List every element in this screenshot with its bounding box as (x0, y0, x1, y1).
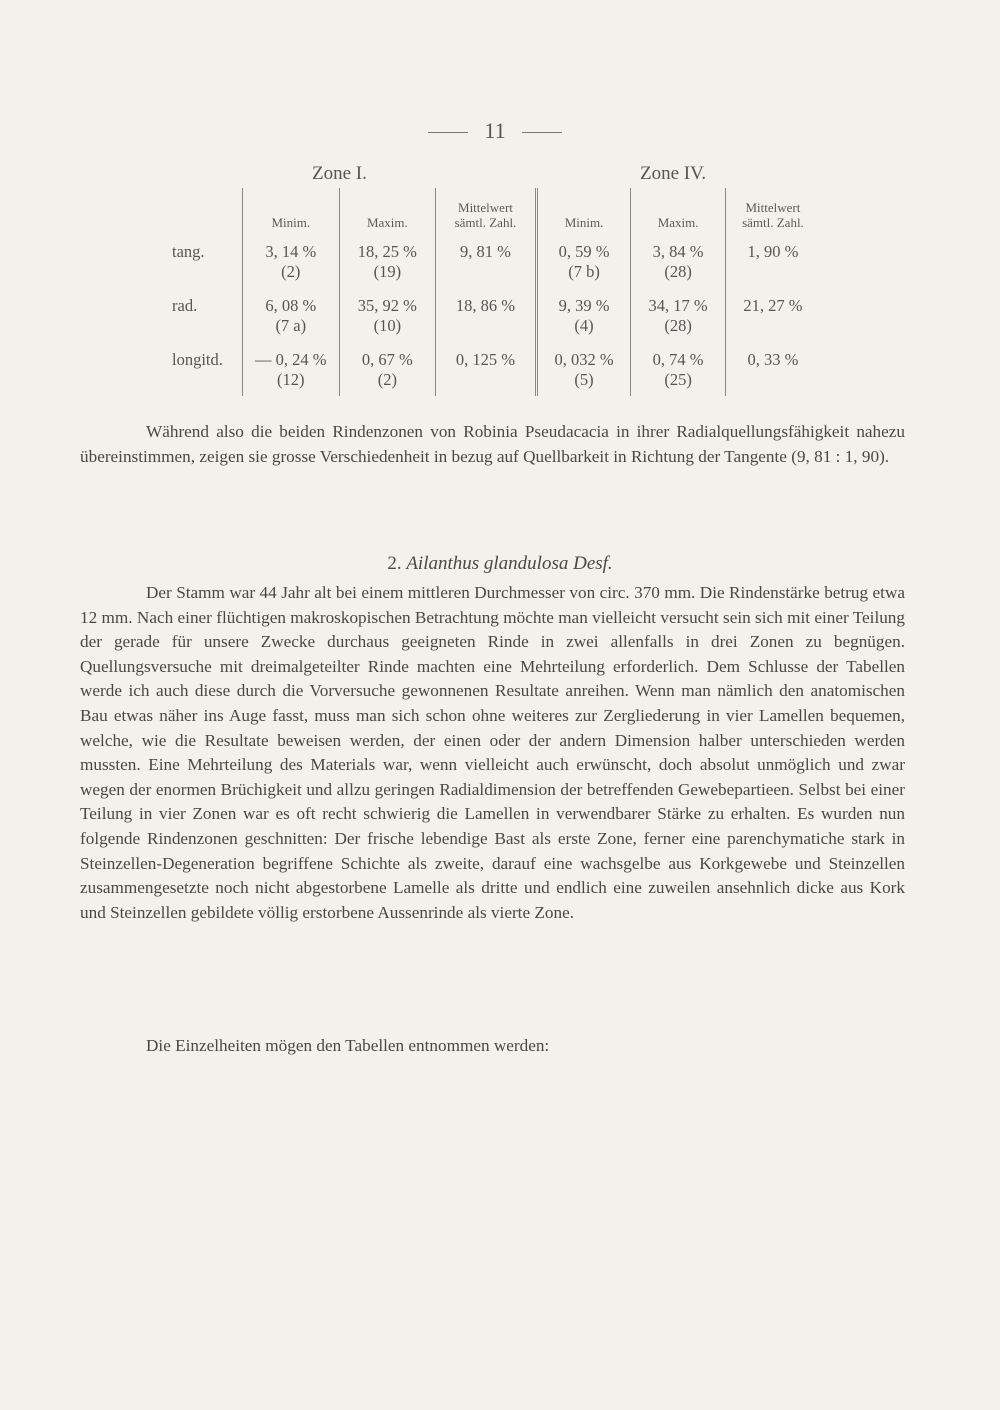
zone-1-title: Zone I. (312, 163, 367, 184)
table-cell: (12) (243, 370, 340, 396)
table-cell: (4) (536, 316, 631, 342)
paragraph-text: Die Einzelheiten mögen den Tabellen entnommen werden: (146, 1036, 550, 1055)
table-cell: (19) (339, 262, 436, 288)
table-cell (725, 316, 820, 342)
section-heading (0, 553, 1000, 575)
table-cell (436, 370, 537, 396)
table-cell: 21, 27 % (725, 288, 820, 316)
table-cell: 1, 90 % (725, 234, 820, 262)
table-cell: 0, 59 % (536, 234, 631, 262)
table-cell (725, 262, 820, 288)
header-cell: Maxim. (631, 188, 726, 234)
row-label: rad. (172, 296, 198, 315)
page-number-text: 11 (484, 118, 506, 143)
table-cell: 0, 67 % (339, 342, 436, 370)
table-cell: 0, 33 % (725, 342, 820, 370)
paragraph-text: Während also die beiden Rindenzonen von Robinia Pseudacacia in ihrer Radialquellungsfähigkeit nahezu übereinstimmen, zeigen sie grosse Verschiedenheit in bezug auf Quellbarkeit in Richtung der Tangente (9, 81 : 1, 90). (80, 422, 905, 466)
table-cell: 0, 125 % (436, 342, 537, 370)
row-label-empty (160, 370, 243, 396)
paragraph-robinia-summary (80, 420, 905, 469)
table-cell: 9, 81 % (436, 234, 537, 262)
table-cell: (25) (631, 370, 726, 396)
table-row-counts (160, 316, 820, 342)
table-cell: (28) (631, 316, 726, 342)
table-cell: 18, 86 % (436, 288, 537, 316)
table-cell: (10) (339, 316, 436, 342)
row-label-empty (160, 262, 243, 288)
table-cell (725, 370, 820, 396)
zone-4-title: Zone IV. (640, 163, 707, 184)
table-cell: 3, 84 % (631, 234, 726, 262)
table-cell: 18, 25 % (339, 234, 436, 262)
header-cell-mittelwert: Mittelwert sämtl. Zahl. (436, 188, 537, 234)
swelling-data-table (160, 188, 820, 396)
header-cell: Minim. (243, 188, 340, 234)
table-row-counts (160, 262, 820, 288)
table-row (160, 342, 820, 370)
table-row (160, 288, 820, 316)
page-number-dash-right (522, 132, 562, 133)
table-cell: 0, 032 % (536, 342, 631, 370)
header-cell: Minim. (536, 188, 631, 234)
table-cell: — 0, 24 % (243, 342, 340, 370)
table-cell: 3, 14 % (243, 234, 340, 262)
table-cell: (7 b) (536, 262, 631, 288)
table-cell: (7 a) (243, 316, 340, 342)
paragraph-ailanthus-description (80, 581, 905, 925)
section-number: 2. (387, 553, 402, 574)
table-cell: 34, 17 % (631, 288, 726, 316)
table-cell: 0, 74 % (631, 342, 726, 370)
table-cell: 9, 39 % (536, 288, 631, 316)
row-label: longitd. (172, 350, 223, 369)
table-cell: 35, 92 % (339, 288, 436, 316)
table-cell (436, 316, 537, 342)
table-cell (436, 262, 537, 288)
table-cell: (28) (631, 262, 726, 288)
page-number-dash-left (428, 132, 468, 133)
table-cell: (2) (339, 370, 436, 396)
swelling-table (160, 188, 820, 396)
header-cell-mittelwert: Mittelwert sämtl. Zahl. (725, 188, 820, 234)
page-number (0, 118, 990, 144)
header-empty (160, 188, 243, 234)
header-cell: Maxim. (339, 188, 436, 234)
section-title: Ailanthus glandulosa Desf. (406, 553, 613, 574)
table-row-counts (160, 370, 820, 396)
row-label-empty (160, 316, 243, 342)
table-cell: (2) (243, 262, 340, 288)
paragraph-tables-intro (80, 1034, 905, 1059)
table-cell: (5) (536, 370, 631, 396)
row-label: tang. (172, 242, 205, 261)
paragraph-text: Der Stamm war 44 Jahr alt bei einem mittleren Durchmesser von circ. 370 mm. Die Rindenstärke betrug etwa 12 mm. Nach einer flüchtigen makroskopischen Betrachtung möchte man vielleicht versucht sein sich mit einer Teilung der gerade für unsere Zwecke durchaus geeigneten Rinde in zwei allenfalls in drei Zonen zu begnügen. Quellungsversuche mit dreimalgeteilter Rinde machten eine Mehrteilung erforderlich. Dem Schlusse der Tabellen werde ich auch diese durch die Vorversuche gewonnenen Resultate anreihen. Wenn man nämlich den anatomischen Bau etwas näher ins Auge fasst, muss man sich schon ohne weiteres zur Zergliederung in vier Lamellen bequemen, welche, wie die Resultate beweisen werden, der einen oder der andern Dimension halber unterschieden werden mussten. Eine Mehrteilung des Materials war, wenn vielleicht auch erwünscht, doch absolut unmöglich und zwar wegen der enormen Brüchigkeit und allzu geringen Radialdimension der betreffenden Gewebepartieen. Selbst bei einer Teilung in vier Zonen war es oft recht schwierig die Lamellen in verwendbarer Stärke zu erhalten. Es wurden nun folgende Rindenzonen geschnitten: Der frische lebendige Bast als erste Zone, ferner eine parenchymatiche stark in Steinzellen-Degeneration begriffene Schichte als zweite, darauf eine wachsgelbe aus Korkgewebe und Steinzellen zusammengesetzte noch nicht abgestorbene Lamelle als dritte und endlich eine zuweilen ansehnlich dicke aus Kork und Steinzellen gebildete völlig erstorbene Aussenrinde als vierte Zone. (80, 583, 905, 922)
table-row (160, 234, 820, 262)
table-cell: 6, 08 % (243, 288, 340, 316)
table-header-row (160, 188, 820, 234)
